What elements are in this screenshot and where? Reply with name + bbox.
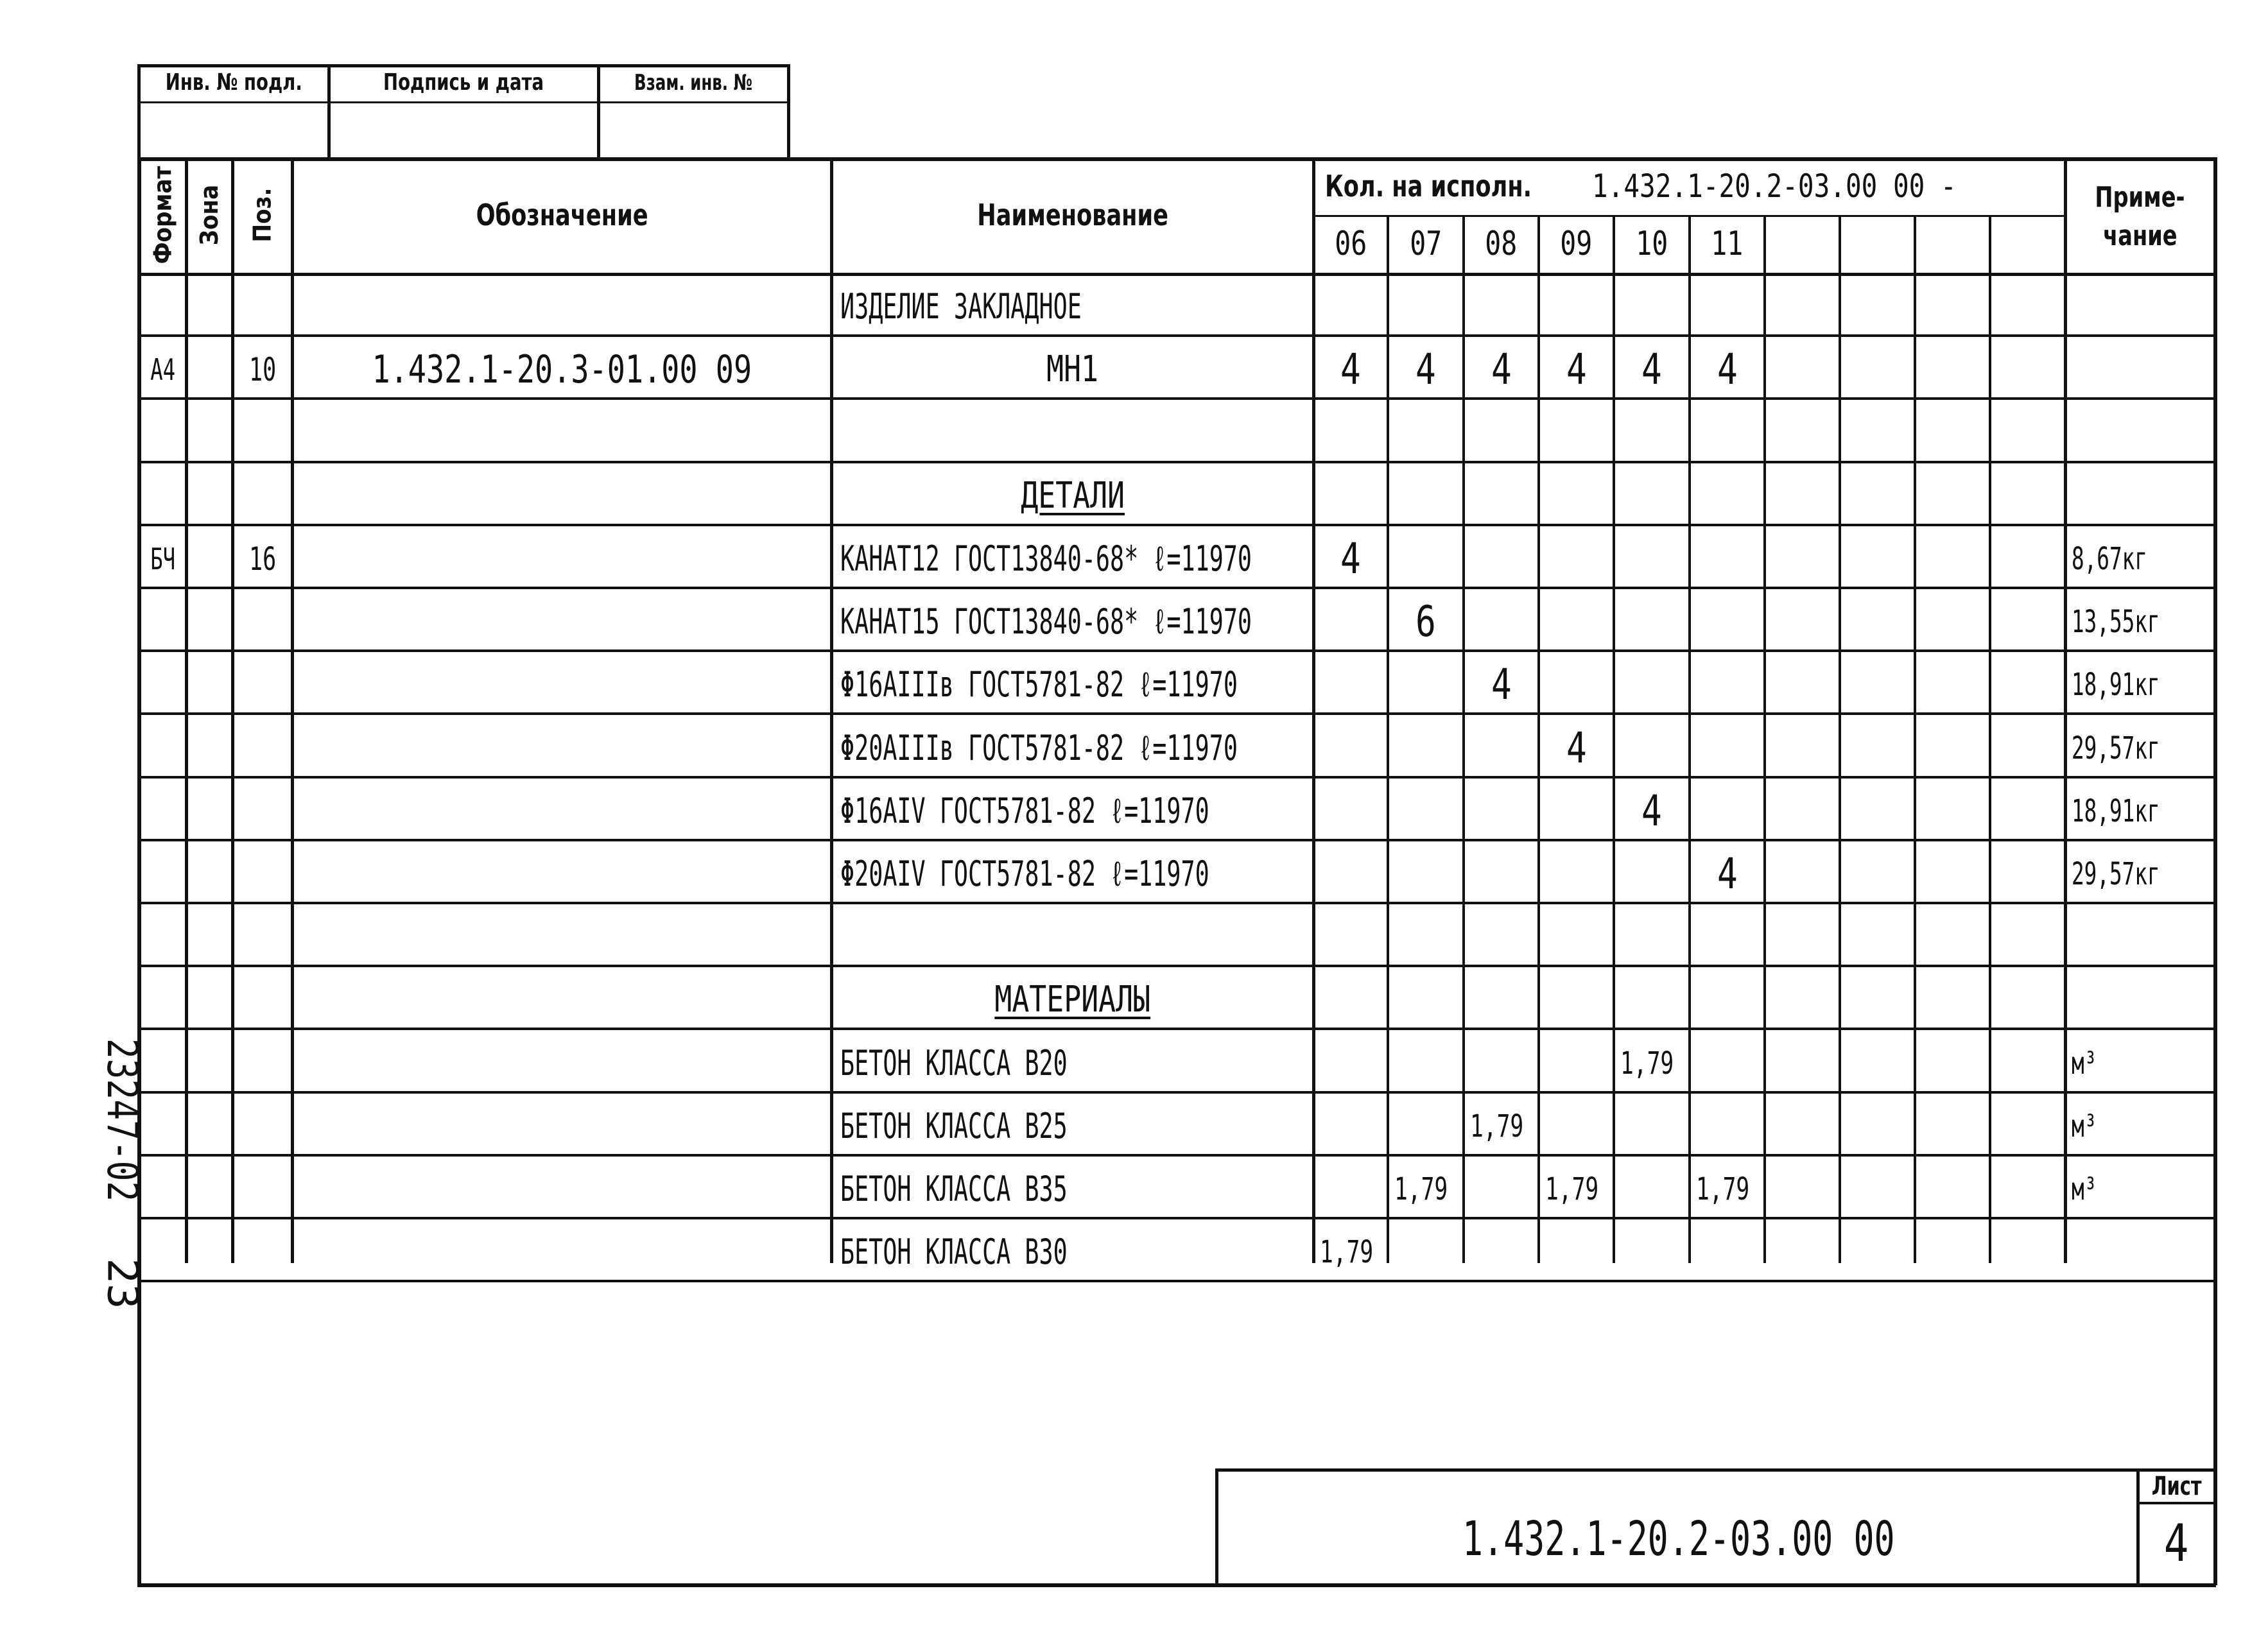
row-qty: 1,79 (1696, 1171, 1750, 1207)
row-qty: 1,79 (1620, 1045, 1674, 1081)
row-name: МН1 (1046, 348, 1099, 391)
row-line (139, 839, 2215, 841)
header-bottom (139, 273, 2215, 276)
titleblock-left (1215, 1468, 1218, 1585)
row-oboznachenie: 1.432.1-20.3-01.00 09 (371, 347, 752, 393)
qty-column-line (1462, 215, 1465, 1263)
row-poz: 16 (248, 540, 276, 578)
titleblock-sheet-mid (2138, 1502, 2215, 1504)
header-variant-11: 11 (1711, 225, 1744, 263)
row-note: 8,67кг (2072, 540, 2147, 577)
qty-column-line (1989, 215, 1991, 1263)
frame-left (137, 157, 141, 1585)
stamp-vzam: Взам. инв. № (634, 70, 752, 96)
row-line (139, 397, 2215, 400)
row-note: м³ (2072, 1045, 2097, 1081)
row-line (139, 1028, 2215, 1030)
row-qty: 4 (1491, 345, 1512, 395)
row-qty: 4 (1566, 723, 1587, 773)
row-name: БЕТОН КЛАССА В35 (840, 1168, 1068, 1209)
row-qty: 4 (1641, 786, 1662, 836)
header-primechanie: Приме- (2095, 181, 2185, 214)
row-qty: 1,79 (1470, 1108, 1524, 1144)
column-line (830, 157, 833, 1263)
header-format: Формат (148, 166, 177, 264)
row-qty: 4 (1641, 345, 1662, 395)
row-name: КАНАТ15 ГОСТ13840-68* ℓ=11970 (840, 601, 1252, 642)
column-line (291, 157, 294, 1263)
qty-column-line (1387, 215, 1389, 1263)
header-variant-09: 09 (1560, 225, 1593, 263)
row-note: 29,57кг (2072, 856, 2160, 892)
stamp-inv-podl: Инв. № подл. (165, 69, 302, 96)
stamp-border (597, 64, 600, 157)
row-line (139, 965, 2215, 967)
row-qty: 4 (1491, 660, 1512, 710)
row-name: Φ20АIV ГОСТ5781-82 ℓ=11970 (840, 853, 1209, 894)
qty-column-line (1613, 215, 1615, 1263)
stamp-divider (139, 101, 788, 103)
row-note: 13,55кг (2072, 604, 2160, 641)
frame-bottom (137, 1583, 2216, 1587)
side-page-number: 23 (98, 1258, 148, 1309)
stamp-border (327, 64, 331, 157)
frame-top (137, 157, 2216, 161)
row-qty: 4 (1340, 345, 1361, 395)
stamp-border (139, 64, 788, 67)
row-line (139, 334, 2215, 337)
header-zona: Зона (195, 184, 224, 246)
row-qty: 4 (1340, 533, 1361, 583)
row-line (139, 524, 2215, 526)
column-line (2064, 157, 2067, 1263)
row-line (139, 1154, 2215, 1157)
row-format: БЧ (150, 541, 175, 576)
row-name: ДЕТАЛИ (1020, 474, 1125, 517)
row-line (139, 650, 2215, 652)
row-name: БЕТОН КЛАССА В30 (840, 1232, 1068, 1273)
titleblock-sheet-left (2136, 1468, 2140, 1585)
row-name: МАТЕРИАЛЫ (994, 979, 1151, 1021)
titleblock-code: 1.432.1-20.2-03.00 00 (1462, 1511, 1895, 1567)
header-primechanie-2: чание (2102, 219, 2177, 252)
row-line (139, 1280, 2215, 1282)
row-name: БЕТОН КЛАССА В25 (840, 1105, 1068, 1146)
row-name: БЕТОН КЛАССА В20 (840, 1042, 1068, 1083)
header-variant-07: 07 (1409, 225, 1442, 263)
row-line (139, 1217, 2215, 1219)
column-line (185, 157, 188, 1263)
row-name: ИЗДЕЛИЕ ЗАКЛАДНОЕ (840, 286, 1082, 327)
stamp-border (787, 64, 790, 157)
header-kol-code: 1.432.1-20.2-03.00 00 - (1592, 168, 1957, 205)
row-qty: 1,79 (1320, 1234, 1374, 1271)
stamp-border (137, 64, 141, 157)
header-kol-label: Кол. на исполн. (1325, 169, 1532, 203)
qty-column-line (1914, 215, 1916, 1263)
row-note: 18,91кг (2072, 793, 2160, 829)
row-line (139, 712, 2215, 715)
qty-column-line (1537, 215, 1540, 1263)
row-note: м³ (2072, 1171, 2097, 1207)
header-variant-08: 08 (1485, 225, 1518, 263)
qty-column-line (1839, 215, 1841, 1263)
row-line (139, 902, 2215, 904)
header-poz: Поз. (248, 187, 277, 243)
header-oboznachenie: Обозначение (476, 198, 648, 232)
header-variant-06: 06 (1334, 225, 1367, 263)
qty-column-line (1763, 215, 1766, 1263)
row-qty: 6 (1415, 597, 1436, 647)
row-note: 29,57кг (2072, 730, 2160, 766)
row-name: КАНАТ12 ГОСТ13840-68* ℓ=11970 (840, 538, 1252, 579)
frame-right (2213, 157, 2217, 1585)
titleblock-top (1216, 1468, 2215, 1472)
row-qty: 1,79 (1394, 1171, 1448, 1207)
titleblock-sheet-label: Лист (2151, 1472, 2202, 1501)
row-line (139, 587, 2215, 589)
row-qty: 4 (1415, 345, 1436, 395)
row-qty: 1,79 (1545, 1171, 1599, 1207)
row-qty: 4 (1717, 345, 1738, 395)
qty-column-line (1688, 215, 1691, 1263)
row-note: 18,91кг (2072, 667, 2160, 703)
row-line (139, 1091, 2215, 1094)
row-format: А4 (150, 352, 175, 388)
row-note: м³ (2072, 1108, 2097, 1144)
row-name: Φ20АIIIв ГОСТ5781-82 ℓ=11970 (840, 727, 1238, 768)
row-name: Φ16АIIIв ГОСТ5781-82 ℓ=11970 (840, 664, 1238, 705)
row-name: Φ16АIV ГОСТ5781-82 ℓ=11970 (840, 790, 1209, 831)
header-naimenovanie: Наименование (976, 198, 1168, 232)
titleblock-sheet-number: 4 (2163, 1513, 2189, 1573)
column-line (1312, 157, 1315, 1263)
row-poz: 10 (248, 351, 276, 389)
column-line (231, 157, 234, 1263)
row-line (139, 461, 2215, 463)
side-archive-number: 23247-02 (97, 1038, 147, 1202)
header-variant-10: 10 (1635, 225, 1668, 263)
row-qty: 4 (1717, 848, 1738, 899)
stamp-podpis: Подпись и дата (383, 69, 544, 96)
row-qty: 4 (1566, 345, 1587, 395)
row-line (139, 776, 2215, 779)
